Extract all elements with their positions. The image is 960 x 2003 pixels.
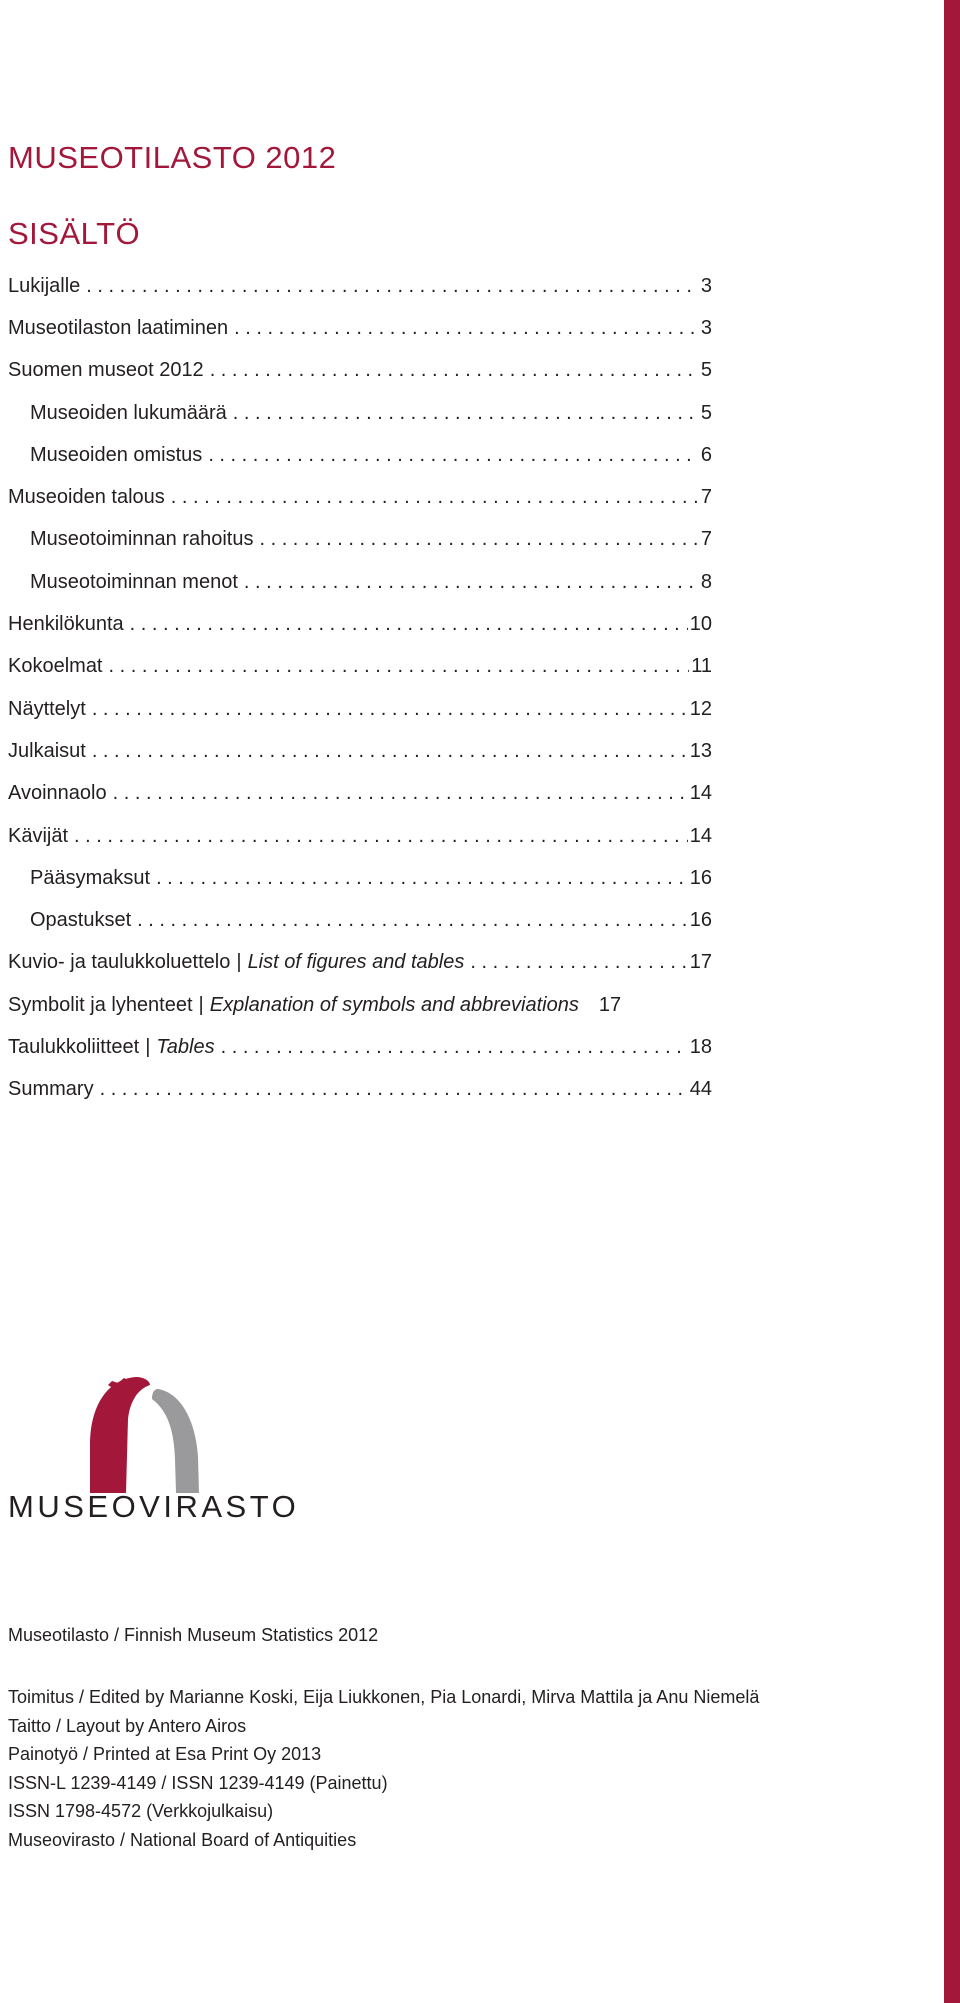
toc-entry-title: Opastukset — [30, 909, 132, 932]
toc-dot-leader — [210, 359, 699, 382]
toc-entry — [8, 1026, 712, 1068]
toc-dot-leader — [130, 613, 688, 636]
toc-dot-leader — [86, 275, 699, 298]
toc-dot-leader — [109, 655, 690, 678]
page-title: MUSEOTILASTO 2012 — [8, 140, 337, 175]
toc-entry-title: Lukijalle — [8, 274, 81, 297]
toc-dot-leader — [171, 486, 699, 509]
toc-entry — [8, 857, 712, 899]
toc-entry-title: Julkaisut — [8, 739, 86, 762]
museovirasto-logo — [8, 1375, 300, 1525]
toc-entry-page: 18 — [689, 1035, 712, 1058]
toc-entry-page: 17 — [598, 993, 622, 1016]
toc-entry-page: 10 — [689, 613, 712, 636]
colophon-line: Museovirasto / National Board of Antiquities — [8, 1829, 357, 1850]
toc-dot-leader — [100, 1078, 688, 1101]
toc-dot-leader — [470, 951, 687, 974]
toc-entry-title: Museotoiminnan rahoitus — [30, 528, 254, 551]
toc-dot-leader — [234, 317, 699, 340]
toc-entry-title-english: Tables — [156, 1035, 215, 1058]
colophon-line: ISSN-L 1239-4149 / ISSN 1239-4149 (Painettu) — [8, 1772, 388, 1793]
toc-entry-page: 11 — [691, 655, 712, 678]
toc-dot-leader — [92, 740, 688, 763]
toc-dot-leader — [233, 402, 699, 425]
toc-entry — [8, 1069, 712, 1111]
toc-entry — [8, 899, 712, 941]
toc-entry-page: 5 — [700, 401, 712, 424]
toc-entry-separator: | — [145, 1035, 151, 1058]
toc-dot-leader — [208, 444, 699, 467]
toc-entry — [8, 350, 712, 392]
toc-entry-title: Symbolit ja lyhenteet — [8, 993, 193, 1016]
toc-entry — [8, 434, 712, 476]
arches-logo-icon — [78, 1375, 228, 1493]
colophon-line: Taitto / Layout by Antero Airos — [8, 1715, 247, 1736]
toc-dot-leader — [113, 782, 688, 805]
colophon-line: Painotyö / Printed at Esa Print Oy 2013 — [8, 1744, 322, 1764]
toc-entry — [8, 646, 712, 688]
toc-entry-page: 7 — [700, 486, 712, 509]
toc-entry-title: Pääsymaksut — [30, 866, 151, 889]
toc-entry-title: Museoiden talous — [8, 486, 165, 509]
toc-entry-title-english: Explanation of symbols and abbreviations — [209, 993, 579, 1016]
toc-entry — [8, 603, 712, 645]
toc-entry-title: Kuvio- ja taulukkoluettelo — [8, 951, 231, 974]
toc-entry-title: Taulukkoliitteet — [8, 1035, 140, 1058]
toc-entry-title: Suomen museot 2012 — [8, 359, 204, 382]
toc-dot-leader — [156, 867, 688, 890]
toc-entry-page: 44 — [689, 1078, 712, 1101]
toc-dot-leader — [244, 571, 699, 594]
toc-heading: SISÄLTÖ — [8, 216, 141, 251]
toc-entry — [8, 392, 712, 434]
toc-entry-page: 3 — [700, 274, 712, 297]
toc-entry-title-english: List of figures and tables — [247, 951, 465, 974]
colophon-line: ISSN 1798-4572 (Verkkojulkaisu) — [8, 1801, 274, 1821]
toc-entry-page: 16 — [689, 909, 712, 932]
toc-entry-title: Kävijät — [8, 824, 69, 847]
toc-entry — [8, 265, 712, 307]
toc-entry-title: Henkilökunta — [8, 613, 124, 636]
toc-entry-title: Näyttelyt — [8, 697, 86, 720]
colophon — [8, 1683, 759, 1854]
toc-entry — [8, 773, 712, 815]
toc-entry-title: Kokoelmat — [8, 655, 103, 678]
toc-entry — [8, 476, 712, 518]
toc-dot-leader — [74, 825, 688, 848]
colophon-title: Museotilasto / Finnish Museum Statistics 2012 — [8, 1625, 379, 1645]
toc-entry-title: Museotilaston laatiminen — [8, 316, 229, 339]
table-of-contents — [8, 265, 712, 1111]
toc-entry-page: 13 — [689, 739, 712, 762]
toc-entry — [8, 688, 712, 730]
toc-entry-page: 3 — [700, 316, 712, 339]
toc-entry-page: 14 — [689, 782, 712, 805]
toc-dot-leader — [137, 909, 688, 932]
colophon-line: Toimitus / Edited by Marianne Koski, Eija Liukkonen, Pia Lonardi, Mirva Mattila ja Anu Niemelä — [8, 1687, 760, 1707]
toc-entry — [8, 730, 712, 772]
toc-entry — [8, 942, 712, 984]
toc-dot-leader — [221, 1036, 688, 1059]
toc-entry-page: 14 — [689, 824, 712, 847]
toc-entry — [8, 984, 712, 1026]
toc-entry-page: 6 — [700, 443, 712, 466]
toc-entry — [8, 519, 712, 561]
toc-dot-leader — [259, 528, 698, 551]
toc-entry-separator: | — [236, 951, 242, 974]
toc-entry-page: 12 — [689, 697, 712, 720]
toc-entry-title: Summary — [8, 1078, 94, 1101]
toc-entry — [8, 561, 712, 603]
toc-entry-title: Avoinnaolo — [8, 782, 107, 805]
toc-entry-title: Museotoiminnan menot — [30, 570, 238, 593]
toc-entry-title: Museoiden omistus — [30, 443, 203, 466]
toc-entry-page: 5 — [700, 359, 712, 382]
toc-entry-page: 8 — [700, 570, 712, 593]
toc-entry-page: 16 — [689, 866, 712, 889]
toc-entry-separator: | — [198, 993, 204, 1016]
logo-wordmark: MUSEOVIRASTO — [8, 1489, 300, 1524]
toc-entry-title: Museoiden lukumäärä — [30, 401, 227, 424]
toc-dot-leader — [92, 698, 688, 721]
toc-entry — [8, 815, 712, 857]
toc-entry-page: 17 — [689, 951, 712, 974]
toc-entry — [8, 307, 712, 349]
side-color-bar — [944, 0, 960, 2003]
toc-entry-page: 7 — [700, 528, 712, 551]
